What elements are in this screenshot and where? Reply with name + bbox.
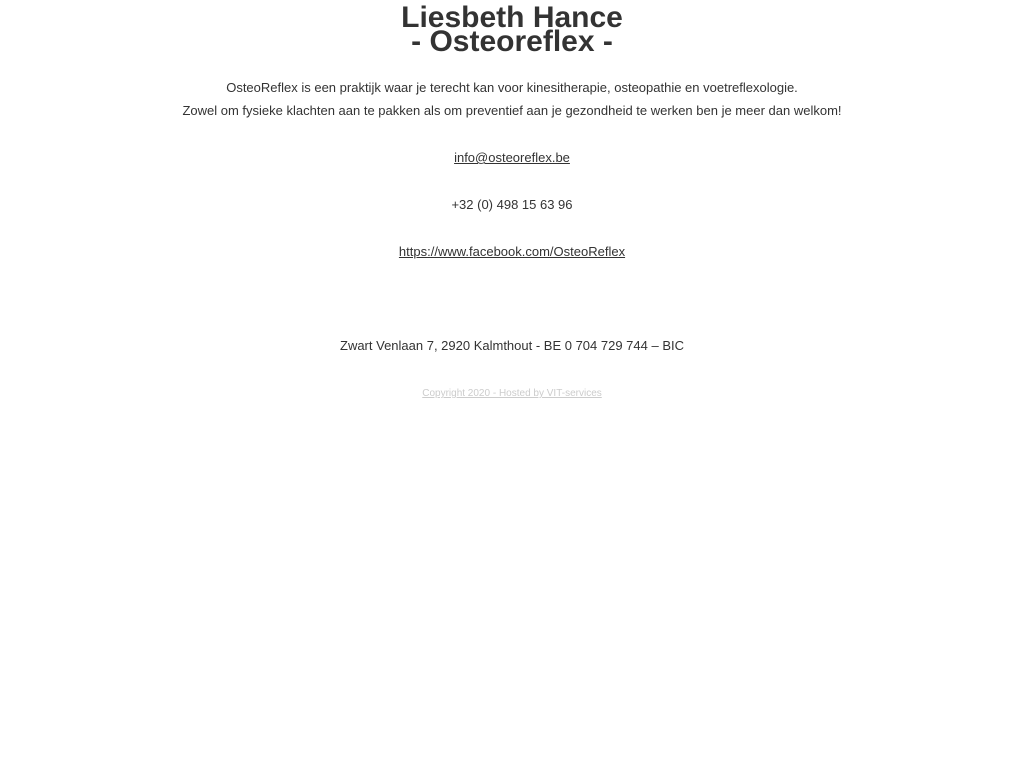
intro-text-2: Zowel om fysieke klachten aan te pakken als om preventief aan je gezondheid te werken ben je meer dan welkom! bbox=[182, 103, 842, 118]
brand-subtitle: - Osteoreflex - bbox=[411, 25, 613, 58]
intro-text-1: OsteoReflex is een praktijk waar je terecht kan voor kinesitherapie, osteopathie en voetreflexologie. bbox=[226, 80, 798, 95]
copyright-line bbox=[0, 387, 1024, 400]
facebook-link[interactable]: https://www.facebook.com/OsteoReflex bbox=[398, 244, 626, 259]
facebook-line bbox=[0, 244, 1024, 260]
address-text: Zwart Venlaan 7, 2920 Kalmthout - BE 0 704 729 744 – BIC bbox=[340, 338, 684, 353]
copyright-link[interactable]: Copyright 2020 - Hosted by VIT-services bbox=[422, 388, 602, 399]
phone-number: +32 (0) 498 15 63 96 bbox=[451, 197, 573, 212]
email-link[interactable]: info@osteoreflex.be bbox=[454, 150, 570, 165]
page-title: Liesbeth Hance bbox=[401, 1, 623, 34]
email-line bbox=[0, 150, 1024, 166]
